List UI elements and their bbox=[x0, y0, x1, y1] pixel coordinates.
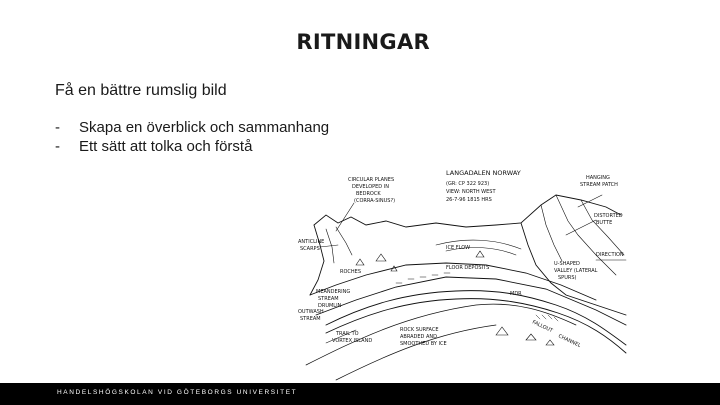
bullet-marker: - bbox=[55, 138, 60, 155]
sketch-label: MEANDERING bbox=[316, 289, 351, 295]
sketch-label: DRUMLIN bbox=[318, 303, 342, 309]
sketch-label: ICE FLOW bbox=[446, 245, 471, 251]
sketch-meta-line: 26-7-96 1815 HRS bbox=[446, 197, 492, 203]
sketch-label: STREAM bbox=[300, 316, 321, 322]
bullet-list bbox=[55, 118, 329, 156]
sketch-label: SPURS) bbox=[558, 275, 577, 281]
bullet-text: Skapa en överblick och sammanhang bbox=[79, 119, 330, 136]
bullet-marker: - bbox=[55, 119, 60, 136]
sketch-label: DEVELOPED IN bbox=[352, 184, 389, 190]
sketch-label: VORTEX ISLAND bbox=[332, 338, 373, 344]
sketch-label: VALLEY (LATERAL bbox=[554, 268, 598, 274]
sketch-label: HANGING bbox=[586, 175, 610, 181]
footer-text: HANDELSHÖGSKOLAN VID GÖTEBORGS UNIVERSITET bbox=[57, 389, 298, 396]
sketch-label: STREAM PATCH bbox=[580, 182, 618, 188]
sketch-label: BUTTE bbox=[596, 220, 613, 226]
sketch-label: SCARPS bbox=[300, 246, 320, 252]
sketch-meta-line: VIEW: NORTH WEST bbox=[446, 189, 496, 195]
bullet-item bbox=[55, 118, 329, 137]
landscape-sketch bbox=[296, 165, 634, 387]
sketch-label: U-SHAPED bbox=[554, 261, 580, 267]
sketch-label: (CORRA-SINUS?) bbox=[354, 198, 396, 204]
sketch-label: TRAIL TO bbox=[336, 331, 359, 337]
footer-bar bbox=[0, 383, 720, 405]
bullet-text: Ett sätt att tolka och förstå bbox=[79, 138, 253, 155]
sketch-heading: LANGADALEN NORWAY bbox=[446, 169, 521, 177]
sketch-label: MDR bbox=[510, 291, 522, 297]
sketch-label: CHANNEL bbox=[557, 333, 582, 350]
sketch-label: CIRCULAR PLANES bbox=[348, 177, 395, 183]
sketch-label: ROCK SURFACE bbox=[400, 327, 439, 333]
sketch-label: BEDROCK bbox=[356, 191, 381, 197]
sketch-label: SMOOTHED BY ICE bbox=[400, 341, 447, 347]
sketch-label: FALLOUT bbox=[531, 319, 554, 335]
bullet-item bbox=[55, 137, 329, 156]
slide-subtitle: Få en bättre rumslig bild bbox=[55, 82, 227, 99]
sketch-label: STREAM bbox=[318, 296, 339, 302]
slide-title: RITNINGAR bbox=[296, 30, 430, 54]
sketch-label: OUTWASH bbox=[298, 309, 324, 315]
sketch-label: FLOOR DEPOSITS bbox=[446, 265, 490, 271]
sketch-label: ABRADED AND bbox=[400, 334, 438, 340]
sketch-label: ANTICLINE bbox=[298, 239, 325, 245]
sketch-label: DISTORTED bbox=[594, 213, 623, 219]
sketch-label: DIRECTION bbox=[596, 252, 624, 258]
sketch-meta-line: (GR: CP 322 923) bbox=[446, 181, 490, 187]
sketch-label: ROCHES bbox=[340, 269, 361, 275]
